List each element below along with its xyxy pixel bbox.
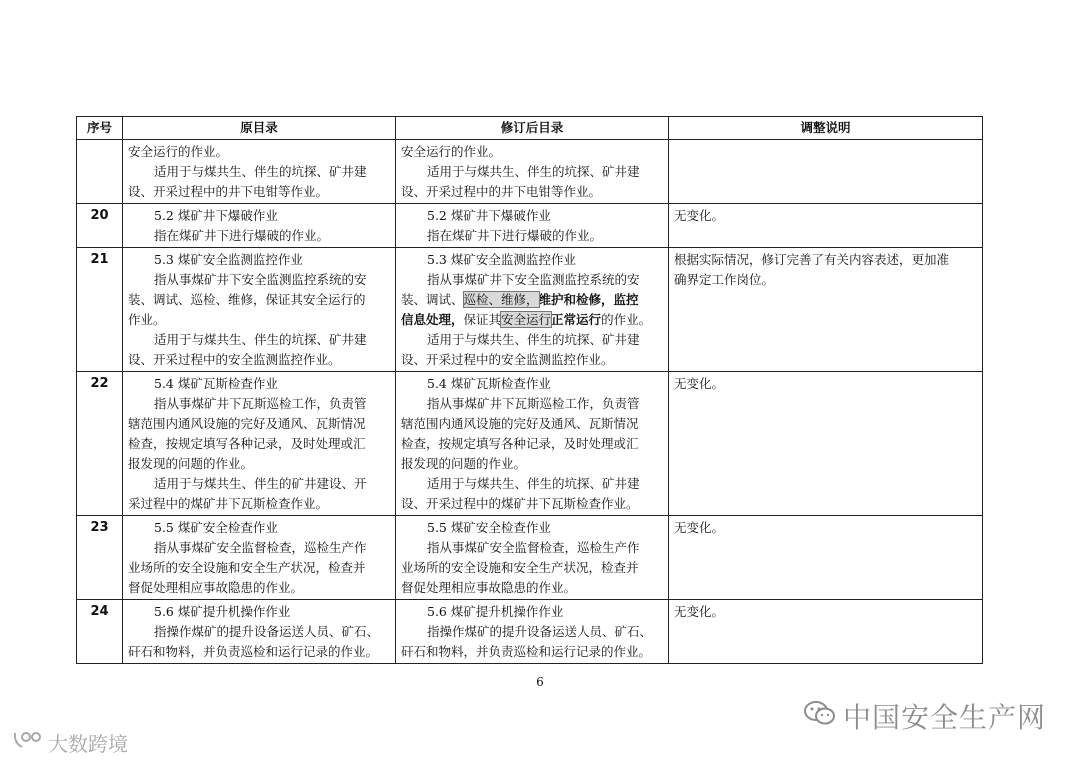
note-text-line: 无变化。 <box>674 604 725 619</box>
revised-text-segment: 保证其 <box>463 312 502 327</box>
revised-text-line <box>401 518 663 538</box>
revised-text-line <box>401 454 663 474</box>
original-text-line: 设、开采过程中的安全监测监控作业。 <box>128 352 341 367</box>
revised-text-segment: 设、开采过程中的井下电钳等作业。 <box>401 184 602 199</box>
original-text-line: 设、开采过程中的井下电钳等作业。 <box>128 184 329 199</box>
original-text-line: 检查，按规定填写各种记录，及时处理或汇 <box>128 436 366 451</box>
revised-catalog-cell <box>396 516 669 600</box>
revised-text-line <box>401 474 663 494</box>
revised-text-line <box>401 558 663 578</box>
revised-text-segment: 适用于与煤共生、伴生的坑探、矿井建 <box>427 332 640 347</box>
header-seq: 序号 <box>77 117 123 140</box>
table-row <box>77 248 983 372</box>
table-row <box>77 600 983 664</box>
adjustment-note-cell <box>669 204 983 248</box>
revised-text-line <box>401 602 663 622</box>
brand-logo-icon <box>12 729 44 756</box>
original-text-line: 业场所的安全设施和安全生产状况，检查并 <box>128 560 366 575</box>
table-body <box>77 140 983 664</box>
original-catalog-cell <box>123 248 396 372</box>
revised-text-line <box>401 434 663 454</box>
original-text-line: 指从事煤矿安全监督检查，巡检生产作 <box>154 540 367 555</box>
revised-text-segment: 5.5 煤矿安全检查作业 <box>427 520 551 535</box>
revised-text-segment: 的作业。 <box>601 312 652 327</box>
row-number: 21 <box>77 248 123 372</box>
table-row <box>77 516 983 600</box>
revised-text-line <box>401 142 663 162</box>
revised-text-line <box>401 374 663 394</box>
original-text-line: 5.3 煤矿安全监测监控作业 <box>154 252 303 267</box>
original-text-line: 矸石和物料，并负责巡检和运行记录的作业。 <box>128 644 379 659</box>
revised-text-segment: 适用于与煤共生、伴生的坑探、矿井建 <box>427 164 640 179</box>
header-original-catalog: 原目录 <box>123 117 396 140</box>
original-text-line: 适用于与煤共生、伴生的坑探、矿井建 <box>154 332 367 347</box>
adjustment-note-cell <box>669 248 983 372</box>
watermark-left-text: 大数跨境 <box>48 732 128 756</box>
revised-text-segment: 设、开采过程中的安全监测监控作业。 <box>401 352 614 367</box>
revised-text-segment: 5.6 煤矿提升机操作作业 <box>427 604 564 619</box>
deleted-highlight-text: 巡检、维修， <box>463 292 539 307</box>
revised-catalog-cell <box>396 204 669 248</box>
revised-text-line <box>401 394 663 414</box>
revised-text-line <box>401 250 663 270</box>
original-catalog-cell <box>123 204 396 248</box>
original-text-line: 作业。 <box>128 312 166 327</box>
revised-text-segment: 业场所的安全设施和安全生产状况，检查并 <box>401 560 639 575</box>
original-text-line: 5.4 煤矿瓦斯检查作业 <box>154 376 278 391</box>
revised-catalog-cell <box>396 600 669 664</box>
revised-text-segment: 设、开采过程中的煤矿井下瓦斯检查作业。 <box>401 496 639 511</box>
revised-text-segment: 安全运行的作业。 <box>401 144 502 159</box>
revised-text-segment: 检查，按规定填写各种记录，及时处理或汇 <box>401 436 639 451</box>
catalog-revision-table <box>76 116 983 664</box>
table-header-row <box>77 117 983 140</box>
original-text-line: 适用于与煤共生、伴生的矿井建设、开 <box>154 476 367 491</box>
revised-text-segment: 督促处理相应事故隐患的作业。 <box>401 580 577 595</box>
revised-text-line <box>401 578 663 598</box>
revised-text-line <box>401 330 663 350</box>
revised-text-segment: 5.4 煤矿瓦斯检查作业 <box>427 376 551 391</box>
wechat-icon <box>803 699 837 734</box>
revised-text-segment: 装、调试、 <box>401 292 464 307</box>
revised-text-line <box>401 642 663 662</box>
revised-catalog-cell <box>396 248 669 372</box>
original-text-line: 指在煤矿井下进行爆破的作业。 <box>154 228 330 243</box>
note-text-line: 确界定工作岗位。 <box>674 272 775 287</box>
revised-text-segment: 指从事煤矿井下瓦斯巡检工作，负责管 <box>427 396 640 411</box>
revised-text-line <box>401 350 663 370</box>
deleted-highlight-text: 安全运行 <box>501 312 552 327</box>
revised-text-line <box>401 494 663 514</box>
revised-text-line <box>401 310 663 330</box>
revised-text-line <box>401 270 663 290</box>
revised-catalog-cell <box>396 372 669 516</box>
revised-text-segment: 报发现的问题的作业。 <box>401 456 527 471</box>
original-text-line: 采过程中的煤矿井下瓦斯检查作业。 <box>128 496 329 511</box>
revised-text-segment: 5.3 煤矿安全监测监控作业 <box>427 252 576 267</box>
original-text-line: 5.6 煤矿提升机操作作业 <box>154 604 291 619</box>
revised-text-line <box>401 538 663 558</box>
revised-text-segment: 适用于与煤共生、伴生的坑探、矿井建 <box>427 476 640 491</box>
revised-text-line <box>401 182 663 202</box>
adjustment-note-cell <box>669 140 983 204</box>
note-text-line: 无变化。 <box>674 376 725 391</box>
revised-text-line <box>401 290 663 310</box>
row-number: 23 <box>77 516 123 600</box>
revised-text-line <box>401 622 663 642</box>
table-row <box>77 140 983 204</box>
original-text-line: 安全运行的作业。 <box>128 144 229 159</box>
revised-text-line <box>401 226 663 246</box>
revised-text-line <box>401 206 663 226</box>
original-text-line: 报发现的问题的作业。 <box>128 456 254 471</box>
original-text-line: 指从事煤矿井下瓦斯巡检工作，负责管 <box>154 396 367 411</box>
original-text-line: 指操作煤矿的提升设备运送人员、矿石、 <box>154 624 380 639</box>
revised-catalog-cell <box>396 140 669 204</box>
adjustment-note-cell <box>669 600 983 664</box>
row-number: 24 <box>77 600 123 664</box>
header-adjustment-note: 调整说明 <box>669 117 983 140</box>
original-text-line: 5.2 煤矿井下爆破作业 <box>154 208 278 223</box>
added-bold-text: 维护和检修，监控 <box>538 292 639 307</box>
row-number: 20 <box>77 204 123 248</box>
original-text-line: 5.5 煤矿安全检查作业 <box>154 520 278 535</box>
revised-text-segment: 辖范围内通风设施的完好及通风、瓦斯情况 <box>401 416 639 431</box>
original-catalog-cell <box>123 140 396 204</box>
note-text-line: 无变化。 <box>674 520 725 535</box>
original-catalog-cell <box>123 372 396 516</box>
table-row <box>77 372 983 516</box>
added-bold-text: 正常运行 <box>551 312 602 327</box>
watermark-dskj <box>12 728 128 757</box>
original-catalog-cell <box>123 600 396 664</box>
original-catalog-cell <box>123 516 396 600</box>
revised-text-line <box>401 162 663 182</box>
added-bold-text: 信息处理， <box>401 312 464 327</box>
original-text-line: 装、调试、巡检、维修，保证其安全运行的 <box>128 292 366 307</box>
row-number <box>77 140 123 204</box>
adjustment-note-cell <box>669 372 983 516</box>
revised-text-segment: 矸石和物料，并负责巡检和运行记录的作业。 <box>401 644 652 659</box>
watermark-zgaqscw <box>803 696 1046 736</box>
page-number: 6 <box>536 675 544 689</box>
note-text-line: 根据实际情况，修订完善了有关内容表述，更加准 <box>674 252 950 267</box>
original-text-line: 适用于与煤共生、伴生的坑探、矿井建 <box>154 164 367 179</box>
original-text-line: 辖范围内通风设施的完好及通风、瓦斯情况 <box>128 416 366 431</box>
revised-text-segment: 5.2 煤矿井下爆破作业 <box>427 208 551 223</box>
revised-text-line <box>401 414 663 434</box>
row-number: 22 <box>77 372 123 516</box>
table-row <box>77 204 983 248</box>
revised-text-segment: 指在煤矿井下进行爆破的作业。 <box>427 228 603 243</box>
revised-text-segment: 指操作煤矿的提升设备运送人员、矿石、 <box>427 624 653 639</box>
adjustment-note-cell <box>669 516 983 600</box>
revised-text-segment: 指从事煤矿安全监督检查，巡检生产作 <box>427 540 640 555</box>
revised-text-segment: 指从事煤矿井下安全监测监控系统的安 <box>427 272 640 287</box>
watermark-right-text: 中国安全生产网 <box>842 701 1046 734</box>
header-revised-catalog: 修订后目录 <box>396 117 669 140</box>
note-text-line: 无变化。 <box>674 208 725 223</box>
original-text-line: 督促处理相应事故隐患的作业。 <box>128 580 304 595</box>
original-text-line: 指从事煤矿井下安全监测监控系统的安 <box>154 272 367 287</box>
